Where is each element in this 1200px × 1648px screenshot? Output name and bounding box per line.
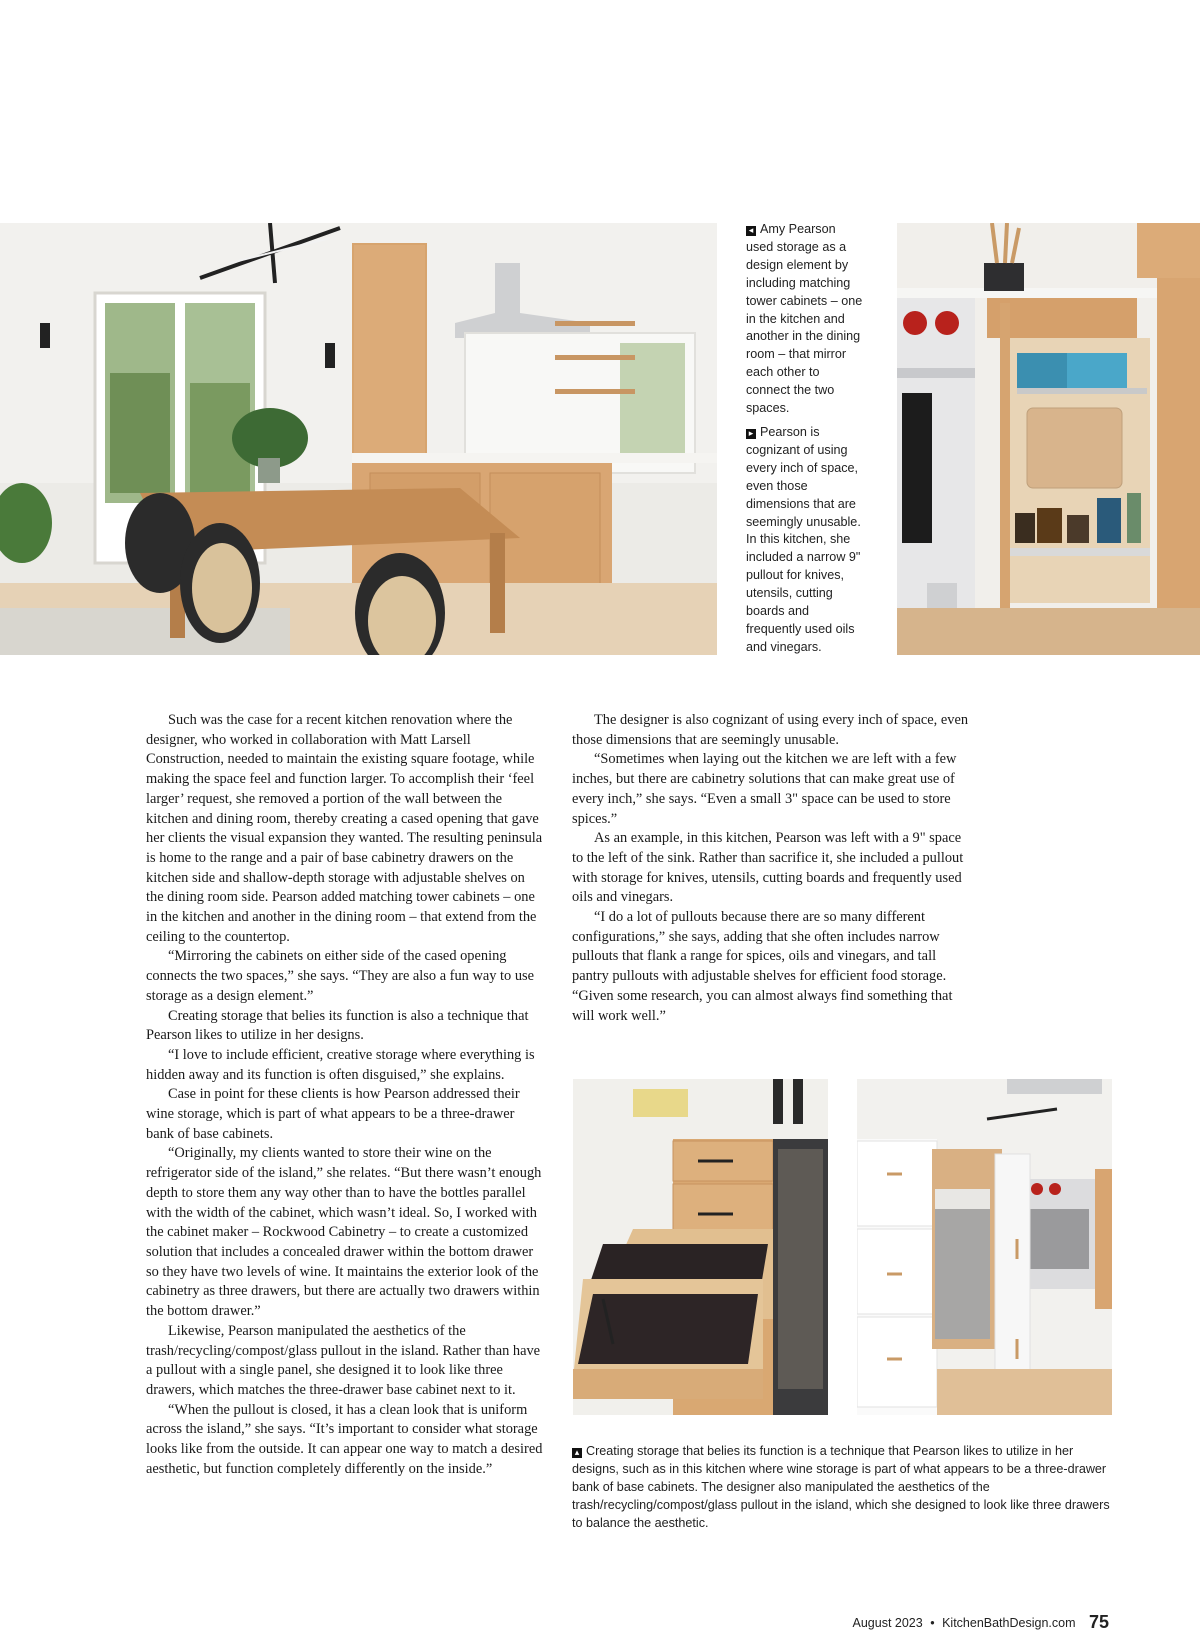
photo-trash-pullout bbox=[857, 1079, 1112, 1415]
paragraph: “Originally, my clients wanted to store their wine on the refrigerator side of the island,” she relates. “But there wasn’t enough depth to store them any way other than to have the bottles parallel with the width of the cabinet, which wasn’t ideal. So, I worked with the cabinet maker – Rockwood Cabinetry – to create a customized solution that includes a concealed drawer within the bottom drawer so they have two levels of wine. It maintains the exterior look of the cabinetry as three drawers, but there are actually two drawers within the bottom drawer.” bbox=[146, 1145, 542, 1320]
footer-separator: • bbox=[930, 1616, 935, 1630]
paragraph: “I love to include efficient, creative storage where everything is hidden away and its function is often disguised,” she explains. bbox=[146, 1046, 535, 1083]
caption-tower-cabinets: ◂ Amy Pearson used storage as a design element by including matching tower cabinets – one in the kitchen and another in the dining room – that mirror each other to connect the two spaces. bbox=[746, 222, 863, 416]
photo-wine-drawers bbox=[573, 1079, 828, 1415]
issue-date: August 2023 bbox=[852, 1616, 923, 1630]
caption-narrow-pullout: ▸ Pearson is cognizant of using every inch of space, even those dimensions that are seemingly unusable. In this kitchen, she included a narrow 9" pullout for knives, utensils, cutting boards and frequently used oils and vinegars. bbox=[746, 424, 861, 654]
caption-top bbox=[746, 221, 866, 663]
paragraph: Creating storage that belies its function is also a technique that Pearson likes to utilize in her designs. bbox=[146, 1007, 529, 1044]
paragraph: “Sometimes when laying out the kitchen we are left with a few inches, but there are cabinetry solutions that can make great use of every inch,” she says. “Even a small 3" space can be used to store spices.” bbox=[572, 751, 957, 827]
paragraph: Likewise, Pearson manipulated the aesthetics of the trash/recycling/compost/glass pullout in the island. Rather than have a pullout with a single panel, she designed it to look like three drawers, which matches the three-drawer base cabinet next to it. bbox=[146, 1322, 541, 1398]
article-column-right bbox=[572, 711, 972, 1026]
article-column-left bbox=[146, 711, 544, 1479]
photo-narrow-pullout bbox=[897, 223, 1200, 655]
paragraph: The designer is also cognizant of using every inch of space, even those dimensions that are seemingly unusable. bbox=[572, 712, 969, 748]
caption-bottom bbox=[572, 1443, 1112, 1539]
paragraph: Case in point for these clients is how Pearson addressed their wine storage, which is part of what appears to be a three-drawer bank of base cabinets. bbox=[146, 1086, 520, 1142]
photo-kitchen-dining bbox=[0, 223, 717, 655]
caption-wine-trash: ▴ Creating storage that belies its function is a technique that Pearson likes to utilize in her designs, such as in this kitchen where wine storage is part of what appears to be a three-drawer bank of base cabinets. The designer also manipulated the aesthetics of the trash/recycling/compost/glass pullout in the island, which she designed to look like three drawers to balance the aesthetic. bbox=[572, 1444, 1110, 1530]
paragraph: “Mirroring the cabinets on either side of the cased opening connects the two spaces,” she says. “They are also a fun way to use storage as a design element.” bbox=[146, 948, 535, 1004]
website: KitchenBathDesign.com bbox=[942, 1616, 1076, 1630]
arrow-up-icon: ▴ bbox=[572, 1448, 582, 1458]
page-footer bbox=[853, 1612, 1109, 1633]
arrow-left-icon: ◂ bbox=[746, 226, 756, 236]
paragraph: As an example, in this kitchen, Pearson was left with a 9" space to the left of the sink. Rather than sacrifice it, she included a pullout with storage for knives, utensils, cutting boards and frequently used oils and vinegars. bbox=[572, 830, 964, 906]
arrow-right-icon: ▸ bbox=[746, 429, 756, 439]
paragraph: “I do a lot of pullouts because there are so many different configurations,” she says, adding that she often includes narrow pullouts that flank a range for spices, oils and vinegars, and tall pantry pullouts with adjustable shelves for efficient food storage. “Given some research, you can almost always find something that will work well.” bbox=[572, 909, 953, 1024]
paragraph: Such was the case for a recent kitchen renovation where the designer, who worked in collaboration with Matt Larsell Construction, needed to maintain the existing square footage, while making the space feel and function larger. To accomplish their ‘feel larger’ request, she removed a portion of the wall between the kitchen and dining room, thereby creating a cased opening that gave her clients the visual expansion they wanted. The resulting peninsula is home to the range and a pair of base cabinetry drawers on the kitchen side and shallow-depth storage with adjustable shelves on the dining room side. Pearson added matching tower cabinets – one in the kitchen and another in the dining room – that extend from the ceiling to the countertop. bbox=[146, 712, 543, 945]
page-number: 75 bbox=[1088, 1612, 1109, 1632]
paragraph: “When the pullout is closed, it has a clean look that is uniform across the island,” she says. “It’s important to consider what storage looks like from the outside. It can appear one way to match a desired aesthetic, but function completely differently on the inside.” bbox=[146, 1401, 543, 1477]
